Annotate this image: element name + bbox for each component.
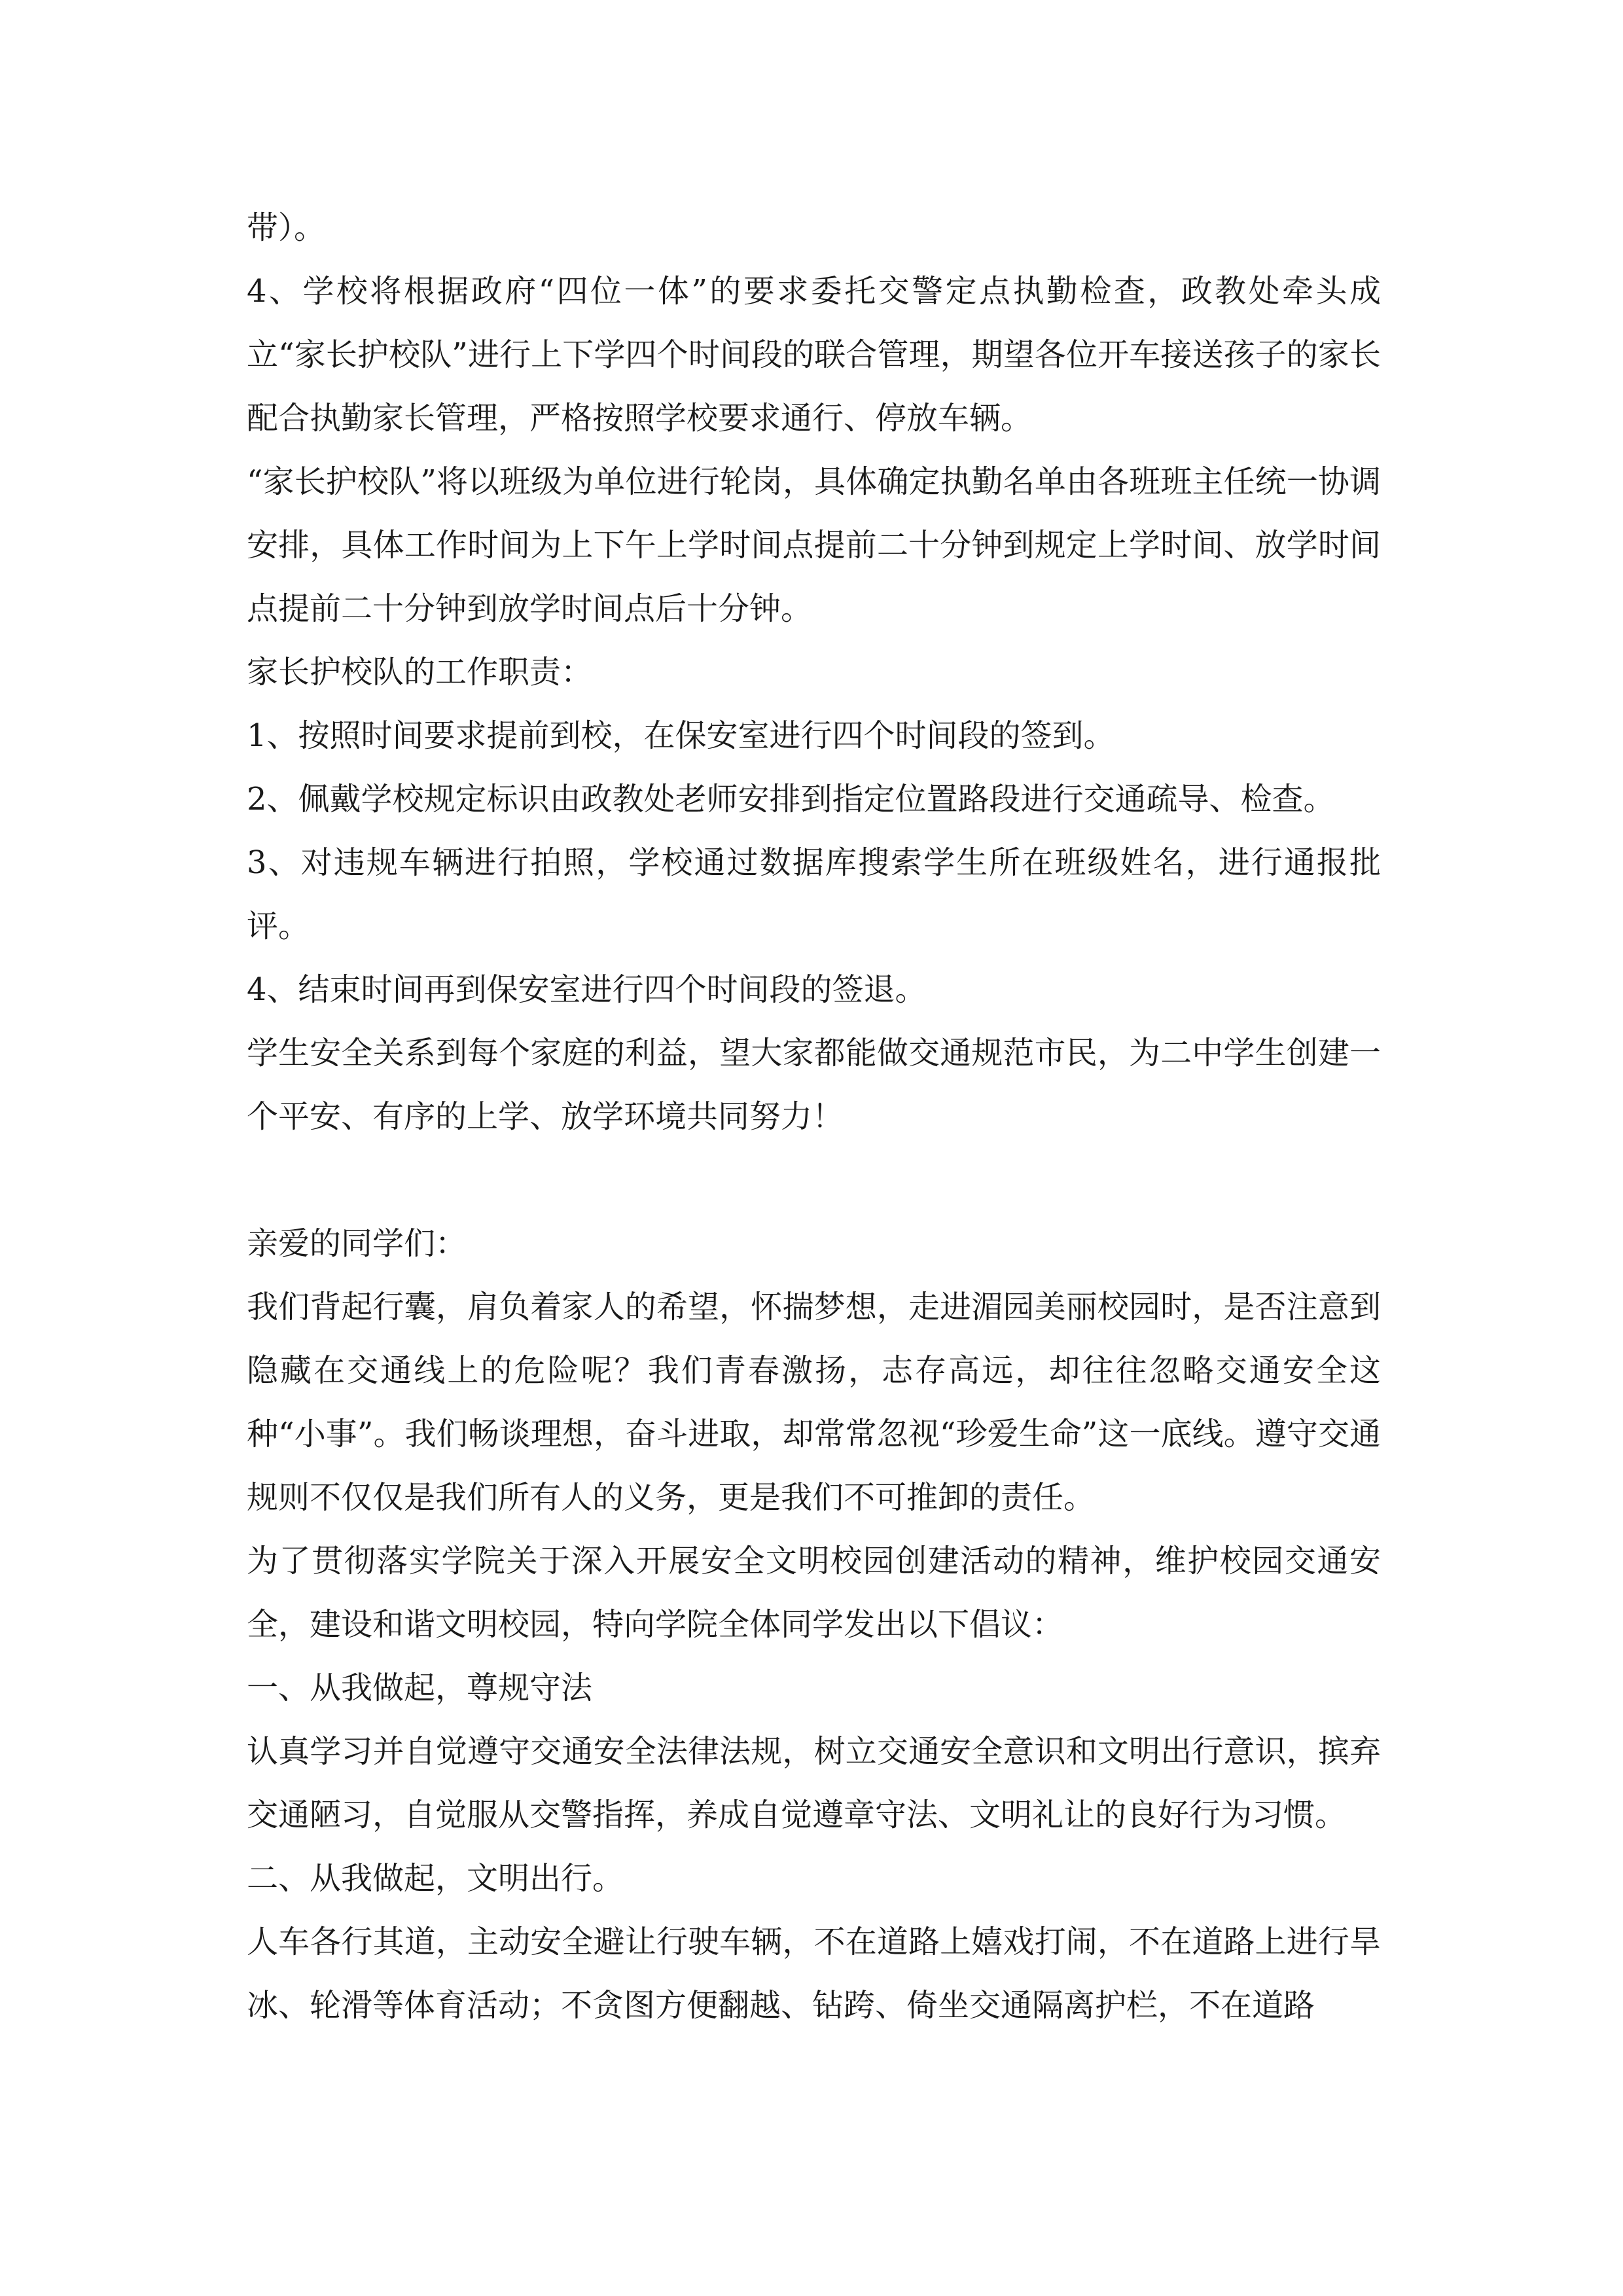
paragraph-initiative: 为了贯彻落实学院关于深入开展安全文明校园创建活动的精神，维护校园交通安全，建设和谐文明校园，特向学院全体同学发出以下倡议： — [247, 1543, 1381, 1643]
paragraph-duty-4: 4、结束时间再到保安室进行四个时间段的签退。 — [247, 971, 927, 1008]
paragraph-duties-heading: 家长护校队的工作职责： — [247, 654, 593, 691]
paragraph-heading-two: 二、从我做起，文明出行。 — [247, 1860, 624, 1897]
paragraph-duty-3: 3、对违规车辆进行拍照，学校通过数据库搜索学生所在班级姓名，进行通报批评。 — [247, 844, 1381, 944]
paragraph-duty-1: 1、按照时间要求提前到校，在保安室进行四个时间段的签到。 — [247, 717, 1115, 754]
section-gap — [247, 1149, 1381, 1212]
paragraph-item-4-traffic-police: 4、学校将根据政府“四位一体”的要求委托交警定点执勤检查，政教处牵头成立“家长护校队”进行上下学四个时间段的联合管理，期望各位开车接送孩子的家长配合执勤家长管理，严格按照学校要求通行、停放车辆。 — [247, 273, 1381, 437]
paragraph-continuation: 带）。 — [247, 209, 326, 246]
paragraph-civilized-travel: 人车各行其道，主动安全避让行驶车辆，不在道路上嬉戏打闹，不在道路上进行旱冰、轮滑等体育活动；不贪图方便翻越、钻跨、倚坐交通隔离护栏，不在道路 — [247, 1924, 1381, 2024]
paragraph-guard-team-rotation: “家长护校队”将以班级为单位进行轮岗，具体确定执勤名单由各班班主任统一协调安排，具体工作时间为上下午上学时间点提前二十分钟到规定上学时间、放学时间点提前二十分钟到放学时间点后十分钟。 — [247, 463, 1381, 627]
paragraph-intro: 我们背起行囊，肩负着家人的希望，怀揣梦想，走进湄园美丽校园时，是否注意到隐藏在交通线上的危险呢？我们青春激扬，志存高远，却往往忽略交通安全这种“小事”。我们畅谈理想，奋斗进取，却常常忽视“珍爱生命”这一底线。遵守交通规则不仅仅是我们所有人的义务，更是我们不可推卸的责任。 — [247, 1289, 1381, 1516]
paragraph-closing-appeal: 学生安全关系到每个家庭的利益，望大家都能做交通规范市民，为二中学生创建一个平安、有序的上学、放学环境共同努力！ — [247, 1035, 1381, 1135]
paragraph-salutation: 亲爱的同学们： — [247, 1225, 467, 1262]
paragraph-obey-law: 认真学习并自觉遵守交通安全法律法规，树立交通安全意识和文明出行意识，摈弃交通陋习，自觉服从交警指挥，养成自觉遵章守法、文明礼让的良好行为习惯。 — [247, 1733, 1381, 1833]
paragraph-duty-2: 2、佩戴学校规定标识由政教处老师安排到指定位置路段进行交通疏导、检查。 — [247, 781, 1335, 817]
document-body — [247, 196, 1381, 2037]
paragraph-heading-one: 一、从我做起，尊规守法 — [247, 1670, 593, 1706]
